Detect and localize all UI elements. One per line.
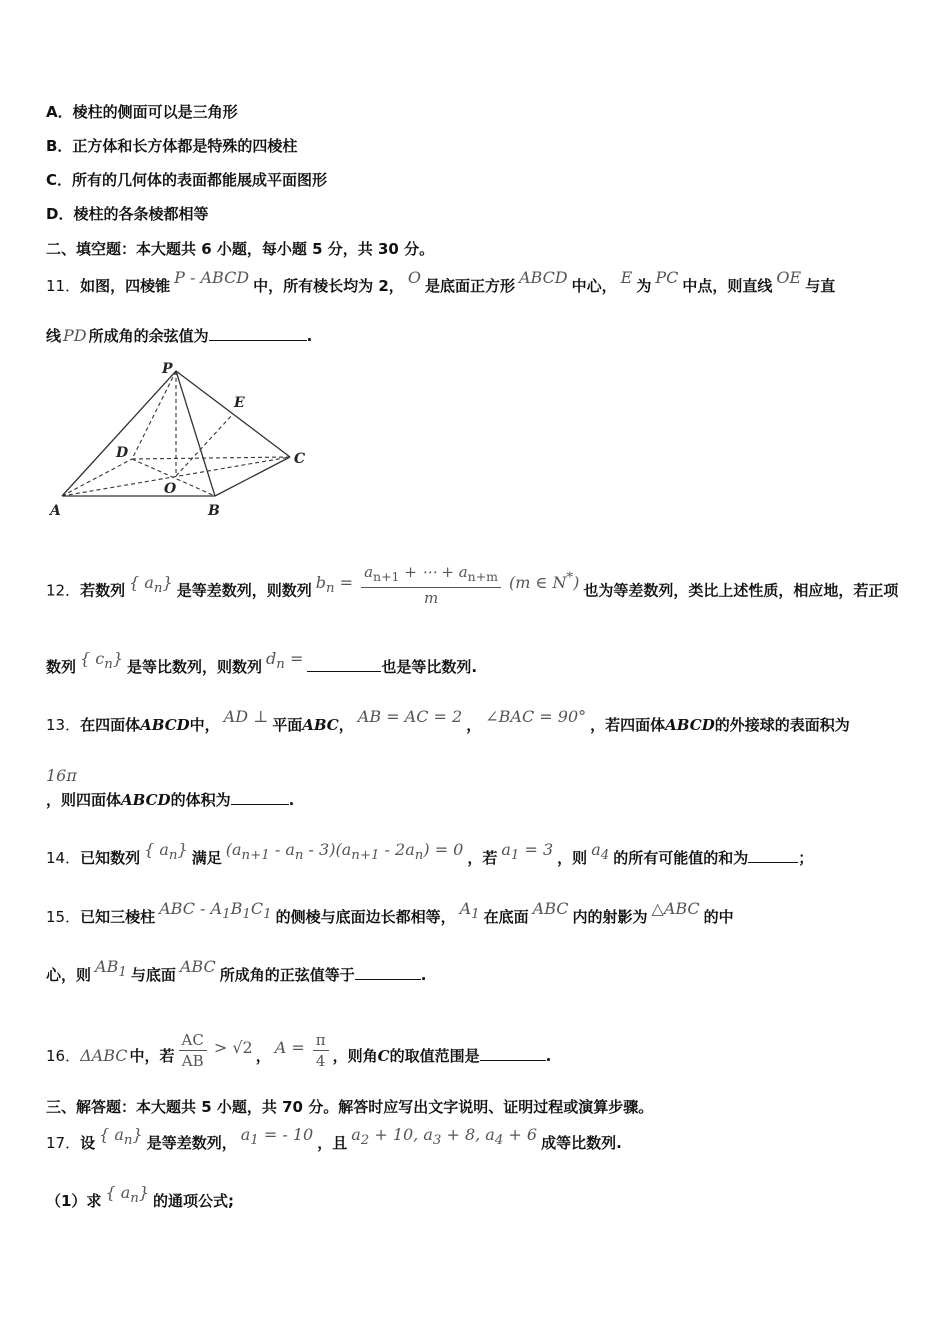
question-11-line-1 — [46, 268, 836, 297]
text: 是等差数列，则数列 — [176, 581, 312, 600]
bold-math: C — [377, 1047, 390, 1065]
question-17 — [46, 1125, 622, 1160]
text: . — [288, 791, 295, 809]
text: 线 — [46, 327, 62, 345]
math-o: O — [407, 268, 421, 287]
math-a1 — [240, 1125, 314, 1149]
text: 的通项公式; — [153, 1192, 235, 1210]
edge-bc — [215, 457, 290, 496]
question-number: 16． — [46, 1047, 81, 1065]
math-part: + 6 — [503, 1125, 538, 1144]
math-condition — [509, 570, 580, 592]
text: 平面 — [272, 716, 303, 734]
text: ，且 — [317, 1134, 348, 1152]
fraction-numerator: π — [313, 1030, 329, 1051]
math-sub: n — [104, 657, 113, 673]
math-e: E — [620, 268, 633, 287]
text: 与底面 — [130, 966, 176, 984]
math-sub: 1 — [510, 848, 520, 864]
math-prism — [159, 899, 272, 923]
label-e: E — [234, 395, 245, 411]
math-sub: n+1 — [351, 848, 380, 864]
question-number: 14． — [46, 849, 81, 867]
math-sub: 4 — [494, 1133, 504, 1149]
text: 也是等比数列. — [381, 658, 478, 676]
math-a1 — [459, 899, 480, 923]
math-sub: n — [276, 657, 285, 673]
math-sub: n — [294, 848, 304, 864]
math-part: } — [112, 649, 124, 668]
bold-math: ABCD — [121, 791, 171, 809]
math-part: A — [459, 899, 472, 918]
math-part: - 2a — [379, 840, 415, 859]
math-seq-cn — [80, 649, 124, 673]
math-16pi: 16π — [46, 766, 77, 785]
question-15-line-1 — [46, 899, 734, 934]
fraction-numerator: AC — [179, 1030, 207, 1051]
text: ，若四面体 — [590, 716, 666, 734]
text: 设 — [80, 1134, 96, 1152]
text: 是底面正方形 — [424, 277, 515, 295]
question-14 — [46, 840, 814, 875]
answer-blank[interactable] — [355, 965, 421, 980]
question-12-line-1 — [46, 563, 899, 614]
math-part: AB — [95, 957, 119, 976]
edge-dc — [132, 457, 290, 459]
question-number: 13． — [46, 716, 81, 734]
math-part: a — [351, 1125, 361, 1144]
math-sup: * — [566, 570, 574, 586]
text: 中点，则直线 — [682, 277, 773, 295]
math-part: B — [230, 899, 243, 918]
text: 成等比数列. — [541, 1134, 622, 1152]
pyramid-figure — [40, 355, 320, 525]
math-part: = — [289, 649, 304, 668]
math-sub: n+m — [467, 569, 499, 584]
question-12-line-2 — [46, 649, 478, 684]
math-part: = 3 — [519, 840, 554, 859]
math-part: { a — [129, 572, 154, 592]
math-pc: PC — [655, 268, 679, 287]
text: 中， — [189, 716, 220, 734]
math-part: a — [240, 1125, 251, 1144]
question-16 — [46, 1031, 552, 1077]
text: 的所有可能值的和为 — [613, 849, 749, 867]
math-oe: OE — [776, 268, 802, 287]
edge-pd — [132, 371, 176, 459]
math-sub: 1 — [250, 1133, 259, 1149]
question-13-line-2 — [46, 789, 294, 811]
math-sub: n — [153, 580, 163, 596]
math-part: + 10, a — [369, 1125, 433, 1144]
math-part: + ⋯ + a — [399, 563, 468, 581]
answer-blank[interactable] — [209, 326, 307, 341]
text: 数列 — [46, 658, 77, 676]
text: 中，所有棱长均为 2， — [253, 277, 404, 295]
math-sub: 3 — [432, 1133, 442, 1149]
label-a: A — [50, 503, 61, 519]
math-sub: n — [168, 848, 178, 864]
edge-pa — [62, 371, 176, 496]
math-sub: n+1 — [373, 569, 400, 584]
text: 内的射影为 — [572, 908, 648, 926]
math-sub: 1 — [471, 907, 480, 923]
math-part: - 3)(a — [303, 840, 352, 859]
fraction-denominator: 4 — [315, 1052, 326, 1070]
text: 是等比数列，则数列 — [127, 658, 263, 676]
text: 的体积为 — [170, 791, 231, 809]
math-sub: 1 — [263, 907, 272, 923]
text: . — [545, 1047, 552, 1065]
text: 中，若 — [129, 1047, 175, 1065]
math-part: { c — [80, 649, 105, 668]
bold-math: ABC — [302, 716, 339, 734]
label-b: B — [208, 503, 220, 519]
question-15-line-2 — [46, 957, 427, 992]
math-sub: n — [130, 1191, 139, 1207]
math-part: } — [132, 1125, 143, 1144]
text: 所成角的正弦值等于 — [219, 966, 355, 984]
label-c: C — [294, 451, 306, 467]
text: 在四面体 — [80, 716, 141, 734]
math-part: (a — [225, 840, 242, 859]
math-part: { a — [144, 840, 169, 859]
math-sub: n — [414, 848, 424, 864]
math-pyramid: P - ABCD — [174, 268, 250, 287]
text: 的外接球的表面积为 — [714, 716, 850, 734]
text: ，则四面体 — [46, 791, 122, 809]
fraction-pi-4 — [313, 1030, 329, 1071]
math-seq-an — [105, 1183, 150, 1207]
math-geometric-terms — [351, 1125, 538, 1149]
text: 已知数列 — [80, 849, 141, 867]
math-ad-perp: AD ⊥ — [223, 707, 269, 726]
math-dn — [266, 649, 304, 673]
math-sub: 1 — [118, 965, 127, 981]
text: 心，则 — [46, 966, 92, 984]
text: 如图，四棱锥 — [80, 277, 171, 295]
math-a1 — [501, 840, 554, 864]
math-sub: 1 — [242, 907, 251, 923]
section-fill-in-heading: 二、填空题：本大题共 6 小题，每小题 5 分，共 30 分。 — [46, 240, 435, 258]
math-sub: n — [325, 580, 335, 596]
math-part: } — [177, 840, 188, 859]
math-sub: 1 — [222, 907, 231, 923]
edge-pb — [176, 371, 215, 496]
text: ， — [255, 1047, 271, 1065]
text: 在底面 — [483, 908, 529, 926]
math-ab1 — [95, 957, 127, 981]
answer-blank[interactable] — [748, 848, 798, 863]
math-part: = - 10 — [258, 1125, 314, 1144]
math-part: a — [591, 840, 601, 859]
math-part: ) = 0 — [423, 840, 464, 859]
label-o: O — [164, 481, 177, 497]
option-c: C．所有的几何体的表面都能展成平面图形 — [46, 171, 328, 189]
math-abc: ABC — [532, 899, 569, 918]
text: . — [420, 966, 427, 984]
math-part: ) — [573, 572, 580, 592]
text: 与直 — [805, 277, 836, 295]
text: 已知三棱柱 — [80, 908, 156, 926]
math-abc: ABC — [179, 957, 216, 976]
math-triangle: ΔABC — [80, 1046, 128, 1065]
math-part: (m ∈ N — [509, 572, 567, 592]
text: ，则角 — [332, 1047, 378, 1065]
option-a: A．棱柱的侧面可以是三角形 — [46, 103, 238, 121]
question-13-line-1 — [46, 707, 850, 736]
math-seq-an — [99, 1125, 143, 1149]
answer-blank[interactable] — [231, 790, 289, 805]
text: 所成角的余弦值为 — [88, 327, 209, 345]
math-angle: ∠BAC = 90° — [485, 707, 587, 726]
text: 中心， — [571, 277, 617, 295]
math-part: m — [423, 589, 439, 607]
text: 若数列 — [80, 581, 126, 600]
math-sub: 2 — [360, 1133, 370, 1149]
math-part: + 8, a — [441, 1125, 495, 1144]
text: 满足 — [191, 849, 222, 867]
answer-blank[interactable] — [307, 657, 381, 672]
section-solution-heading: 三、解答题：本大题共 5 小题，共 70 分。解答时应写出文字说明、证明过程或演算步骤。 — [46, 1098, 654, 1116]
text: . — [306, 327, 313, 345]
fraction-denominator — [361, 588, 501, 608]
math-part: b — [315, 572, 326, 592]
math-sub: n — [123, 1133, 133, 1149]
text: 的中 — [703, 908, 734, 926]
text: 的侧棱与底面边长都相等， — [275, 908, 456, 926]
math-part: a — [501, 840, 511, 859]
math-a-eq: A = — [274, 1038, 305, 1057]
text: 的取值范围是 — [389, 1047, 480, 1065]
fraction-numerator — [361, 562, 501, 588]
math-bn — [315, 572, 354, 596]
math-gt-sqrt2: > √2 — [213, 1038, 253, 1057]
math-part: C — [250, 899, 264, 918]
math-abcd: ABCD — [518, 268, 568, 287]
question-17-part-1 — [46, 1183, 235, 1218]
text: 也为等差数列，类比上述性质，相应地，若正项 — [583, 581, 899, 600]
bold-math: ABCD — [665, 716, 715, 734]
math-part: ABC - A — [159, 899, 223, 918]
math-part: { a — [105, 1183, 131, 1202]
math-sub: 4 — [600, 848, 610, 864]
math-a4 — [591, 840, 610, 864]
segment-oe — [176, 414, 233, 476]
text: 是等差数列， — [146, 1134, 237, 1152]
math-seq-an — [129, 572, 173, 596]
math-triangle-abc: △ABC — [651, 899, 700, 918]
math-sub: n+1 — [241, 848, 270, 864]
math-pd: PD — [63, 326, 87, 345]
math-ab-ac: AB = AC = 2 — [357, 707, 463, 726]
text: ； — [798, 849, 814, 867]
text: ，则 — [557, 849, 588, 867]
question-number: 11． — [46, 277, 81, 295]
question-number: 12． — [46, 581, 81, 600]
math-part: - a — [269, 840, 295, 859]
text: （1）求 — [46, 1192, 102, 1210]
answer-blank[interactable] — [480, 1046, 546, 1061]
option-d: D．棱柱的各条棱都相等 — [46, 205, 209, 223]
fraction-ac-ab — [179, 1030, 207, 1071]
math-part: d — [266, 649, 277, 668]
math-part: } — [138, 1183, 150, 1202]
math-recurrence — [225, 840, 464, 864]
text: ， — [466, 716, 482, 734]
bold-math: ABCD — [140, 716, 190, 734]
question-number: 15． — [46, 908, 81, 926]
math-part: = — [339, 572, 354, 592]
label-d: D — [116, 445, 129, 461]
question-11-line-2 — [46, 325, 312, 347]
fraction-denominator: AB — [181, 1052, 204, 1070]
option-b: B．正方体和长方体都是特殊的四棱柱 — [46, 137, 298, 155]
math-part: } — [162, 572, 173, 592]
text: 为 — [636, 277, 652, 295]
text: ， — [338, 716, 354, 734]
math-part: a — [364, 563, 374, 581]
fraction-bn — [361, 562, 501, 608]
math-part: { a — [99, 1125, 124, 1144]
label-p: P — [162, 361, 173, 377]
question-number: 17． — [46, 1134, 81, 1152]
text: ，若 — [467, 849, 498, 867]
math-seq-an — [144, 840, 188, 864]
